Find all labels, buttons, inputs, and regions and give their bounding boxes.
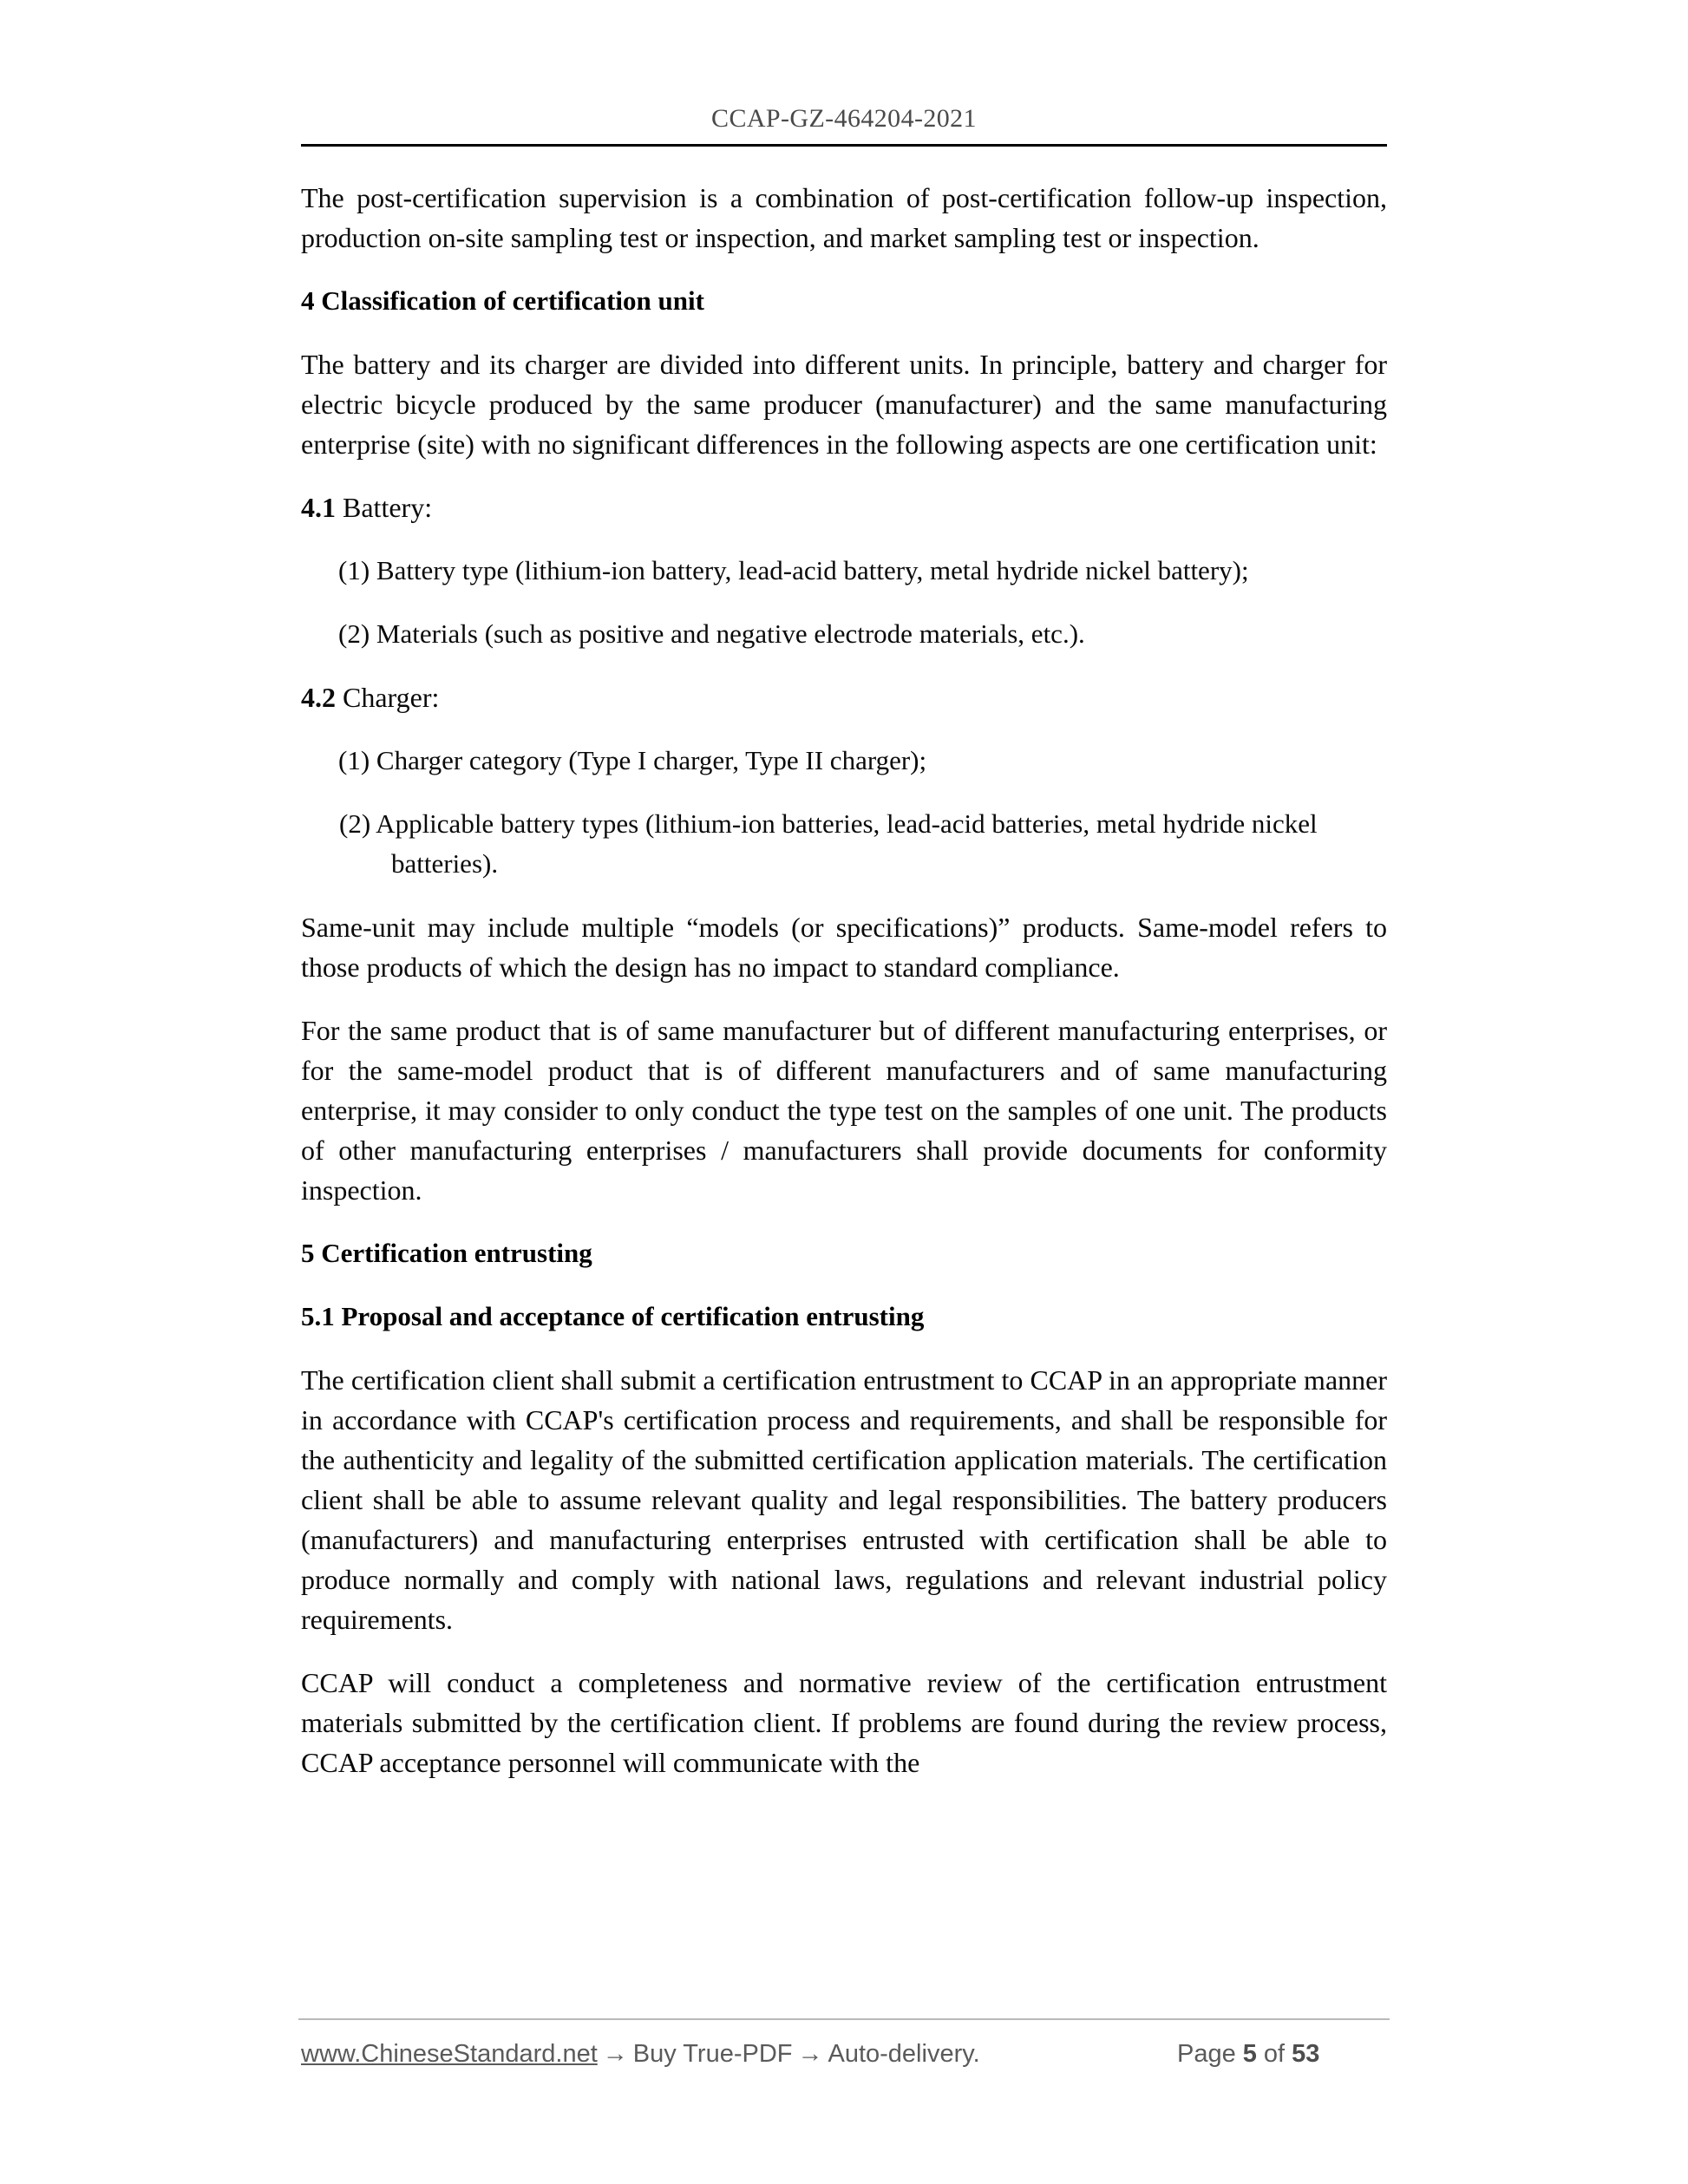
subsection-4-1-number: 4.1 [301,492,336,523]
intro-paragraph: The post-certification supervision is a combination of post-certification follow-up inspection, production on-site sampling test or inspection, and market sampling test or inspection. [301,182,1387,253]
auto-delivery-label: Auto-delivery. [828,2040,980,2068]
same-product-paragraph: For the same product that is of same manufacturer but of different manufacturing enterprises, or for the same-model product that is of different manufacturers and of same manufacturing enterprise, it may consider to only conduct the type test on the samples of one unit. The products of other manufacturing enterprises / manufacturers shall provide documents for conformity inspection. [301,1015,1387,1206]
page-label: Page [1177,2040,1236,2068]
arrow-right-icon: → [602,2040,628,2068]
buy-true-pdf-label: Buy True-PDF [632,2040,793,2068]
page-indicator [1177,2040,1319,2069]
current-page-number: 5 [1242,2040,1257,2068]
subsection-4-1-label: Battery: [343,492,433,523]
footer-divider [298,2018,1390,2020]
list-item: (2) Applicable battery types (lithium-ion batteries, lead-acid batteries, metal hydride nickel batteries). [339,808,1318,879]
total-page-count: 53 [1292,2040,1320,2068]
footer-promo [301,2040,980,2069]
subsection-4-2 [301,677,1387,717]
subsection-4-2-number: 4.2 [301,682,336,713]
page-header [301,106,1387,132]
section-4-paragraph: The battery and its charger are divided into different units. In principle, battery and charger for electric bicycle produced by the same producer (manufacturer) and the same manufacturing enterprise (site) with no significant differences in the following aspects are one certification unit: [301,349,1387,460]
same-unit-paragraph: Same-unit may include multiple “models (or specifications)” products. Same-model refers to those products of which the design has no impact to standard compliance. [301,912,1387,983]
of-label: of [1263,2040,1286,2068]
section-4-heading: 4 Classification of certification unit [301,285,704,316]
website-link[interactable]: www.ChineseStandard.net [301,2040,598,2068]
ccap-review-paragraph: CCAP will conduct a completeness and normative review of the certification entrustment materials submitted by the certification client. If problems are found during the review process, CCAP acceptance personnel will communicate with the [301,1667,1387,1778]
list-item: (1) Battery type (lithium-ion battery, lead-acid battery, metal hydride nickel battery); [338,555,1249,585]
section-5-1-paragraph: The certification client shall submit a certification entrustment to CCAP in an appropriate manner in accordance with CCAP's certification process and requirements, and shall be responsible for the authenticity and legality of the submitted certification application materials. The certification client shall be able to assume relevant quality and legal responsibilities. The battery producers (manufacturers) and manufacturing enterprises entrusted with certification shall be able to produce normally and comply with national laws, regulations and relevant industrial policy requirements. [301,1364,1387,1635]
section-5-1-heading: 5.1 Proposal and acceptance of certification entrusting [301,1301,925,1331]
document-code: CCAP-GZ-464204-2021 [711,104,977,133]
subsection-4-2-label: Charger: [343,682,440,713]
document-body [301,178,1387,1806]
list-item: (2) Materials (such as positive and negative electrode materials, etc.). [338,618,1085,649]
page-footer [301,2040,1390,2069]
list-item: (1) Charger category (Type I charger, Type II charger); [338,745,927,775]
arrow-right-icon: → [797,2040,823,2068]
subsection-4-1 [301,487,1387,527]
section-5-heading: 5 Certification entrusting [301,1238,592,1268]
header-divider [301,144,1387,147]
